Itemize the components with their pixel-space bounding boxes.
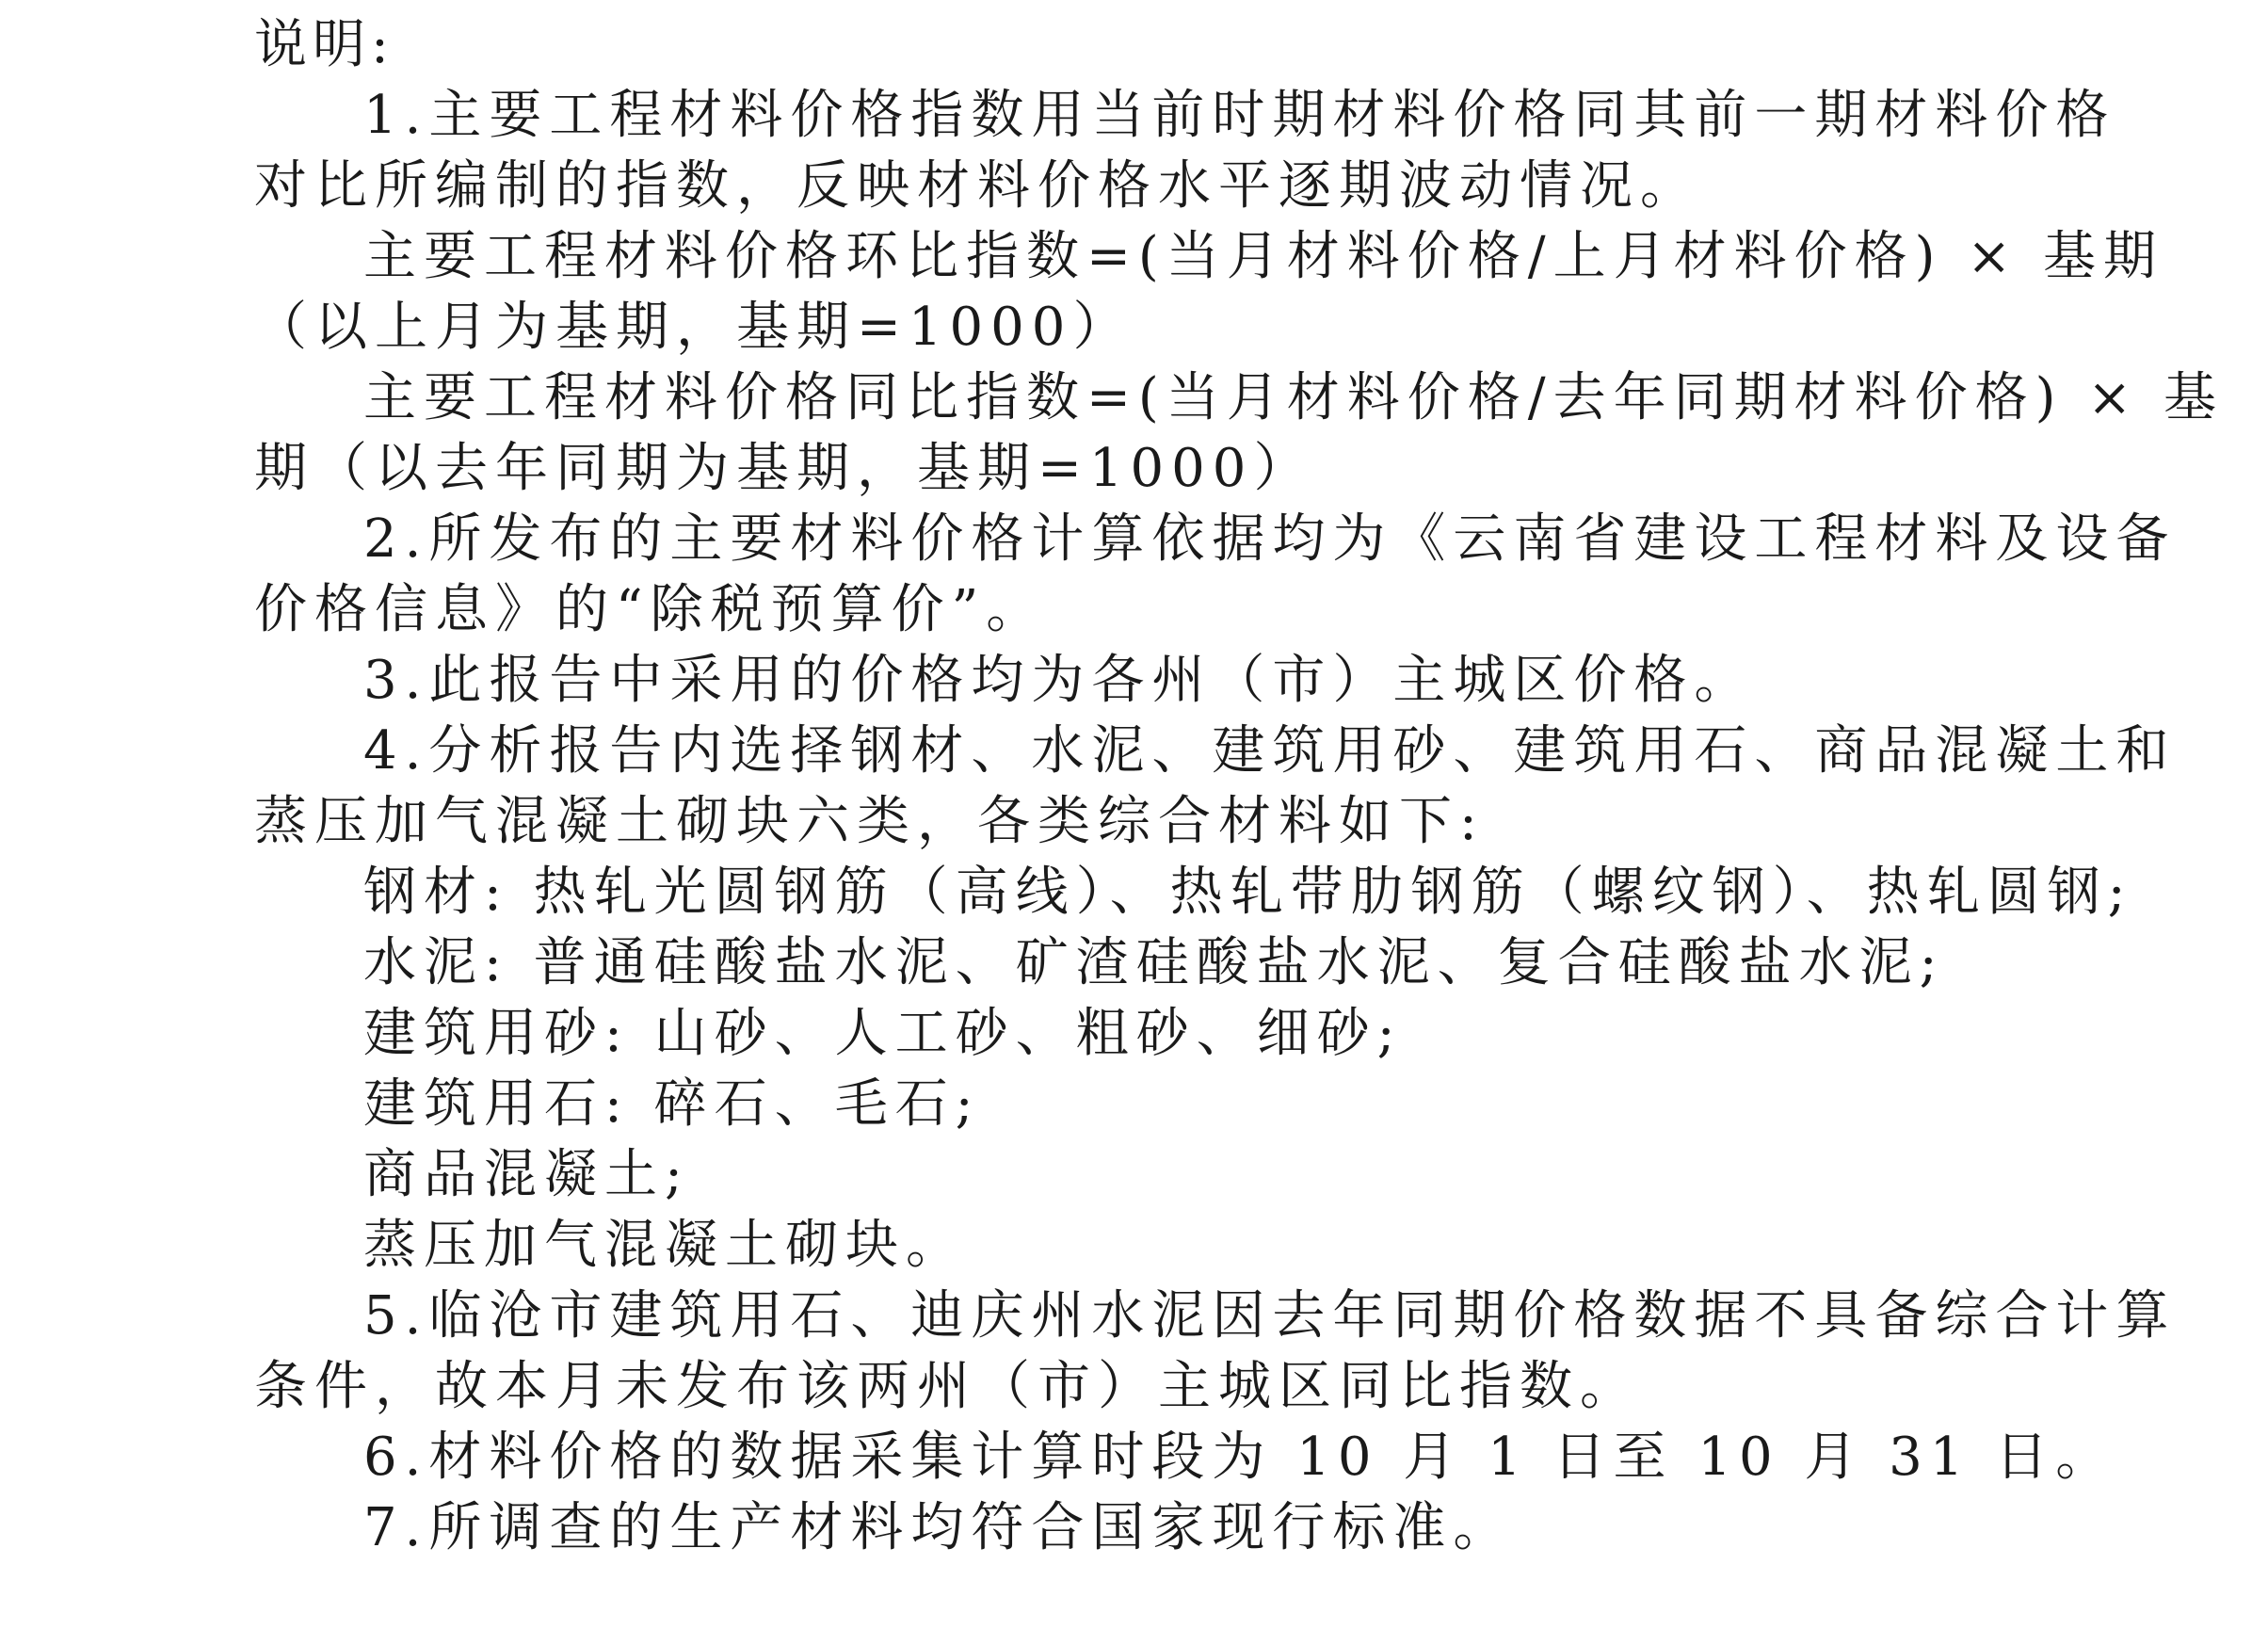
item-3-line: 3.此报告中采用的价格均为各州（市）主城区价格。	[363, 650, 1755, 711]
item-5-line-2: 条件，故本月未发布该两州（市）主城区同比指数。	[254, 1356, 1640, 1417]
heading-shuoming: 说明:	[254, 14, 394, 75]
category-cement: 水泥: 普通硅酸盐水泥、矿渣硅酸盐水泥、复合硅酸盐水泥;	[363, 932, 1945, 993]
formula-huanbi-line-1: 主要工程材料价格环比指数=(当月材料价格/上月材料价格) × 基期	[363, 226, 2164, 287]
category-stone: 建筑用石: 碎石、毛石;	[363, 1073, 981, 1135]
item-2-line-2: 价格信息》的“除税预算价”。	[254, 579, 1047, 640]
item-4-line-1: 4.分析报告内选择钢材、水泥、建筑用砂、建筑用石、商品混凝土和	[363, 720, 2177, 782]
formula-huanbi-line-2: （以上月为基期，基期=1000）	[254, 297, 1134, 358]
item-7-line: 7.所调查的生产材料均符合国家现行标准。	[363, 1497, 1514, 1558]
category-concrete: 商品混凝土;	[363, 1144, 690, 1205]
item-1-line-2: 对比所编制的指数，反映材料价格水平逐期波动情况。	[254, 155, 1700, 217]
item-6-line: 6.材料价格的数据采集计算时段为 10 月 1 日至 10 月 31 日。	[363, 1427, 2116, 1488]
category-aac-block: 蒸压加气混凝土砌块。	[363, 1215, 966, 1276]
category-steel: 钢材: 热轧光圆钢筋（高线）、热轧带肋钢筋（螺纹钢）、热轧圆钢;	[363, 862, 2133, 923]
item-2-line-1: 2.所发布的主要材料价格计算依据均为《云南省建设工程材料及设备	[363, 508, 2177, 570]
item-1-line-1: 1.主要工程材料价格指数用当前时期材料价格同其前一期材料价格	[363, 85, 2116, 146]
item-4-line-2: 蒸压加气混凝土砌块六类，各类综合材料如下:	[254, 791, 1485, 852]
category-sand: 建筑用砂: 山砂、人工砂、粗砂、细砂;	[363, 1003, 1403, 1064]
document-page	[254, 0, 2225, 1629]
formula-tongbi-line-1: 主要工程材料价格同比指数=(当月材料价格/去年同期材料价格) × 基	[363, 367, 2225, 428]
formula-tongbi-line-2: 期（以去年同期为基期，基期=1000）	[254, 438, 1314, 499]
item-5-line-1: 5.临沧市建筑用石、迪庆州水泥因去年同期价格数据不具备综合计算	[363, 1285, 2177, 1347]
